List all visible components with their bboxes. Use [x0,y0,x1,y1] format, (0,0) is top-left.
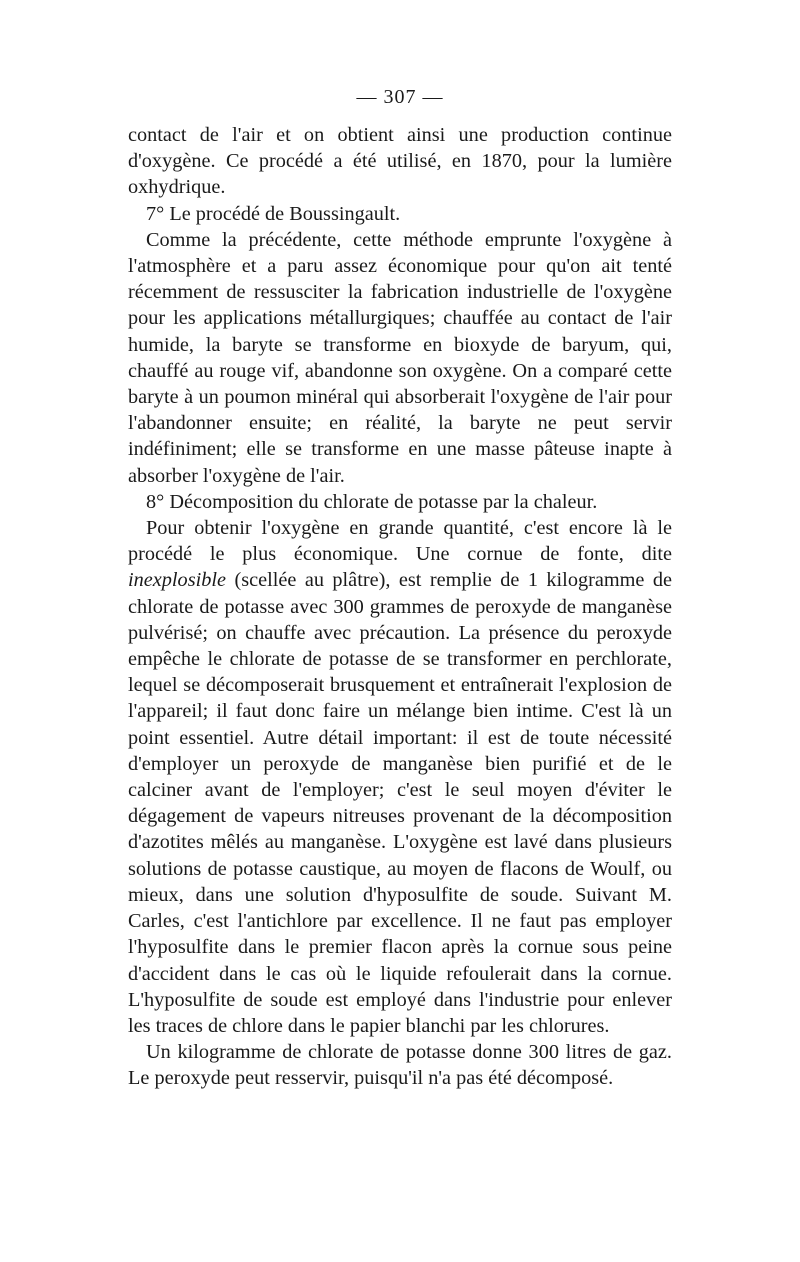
italic-term: inexplosible [128,569,226,592]
section-heading-8: 8° Décomposition du chlorate de potasse par la chaleur. [146,490,598,513]
page-number: — 307 — [356,86,444,108]
book-page [128,84,672,1092]
paragraph-boussingault: Comme la précédente, cette méthode emprunte l'oxygène à l'atmosphère et a paru assez économique pour qu'on ait tenté récemment de ressusciter la fabrication industrielle de l'oxygène pour les applications métallurgiques; chauffée au contact de l'air humide, la baryte se transforme en bioxyde de baryum, qui, chauffé au rouge vif, abandonne son oxygène. On a comparé cette baryte à un poumon minéral qui absorberait l'oxygène de l'air pour l'abandonner ensuite; en réalité, la baryte ne peut servir indéfiniment; elle se transforme en une masse pâteuse inapte à absorber l'oxygène de l'air. [128,228,672,487]
paragraph-continuation: contact de l'air et on obtient ainsi une production continue d'oxygène. Ce procédé a été utilisé, en 1870, pour la lumière oxhydrique. [128,124,672,199]
paragraph-chlorate-part-2: (scellée au plâtre), est remplie de 1 kilogramme de chlorate de potasse avec 300 grammes de peroxyde de manganèse pulvérisé; on chauffe avec précaution. La présence du peroxyde empêche le chlorate de potasse de se transformer en perchlorate, lequel se décomposerait brusquement et entraînerait l'explosion de l'appareil; il faut donc faire un mélange bien intime. C'est là un point essentiel. Autre détail important: il est de toute nécessité d'employer un peroxyde de manganèse bien purifié et de le calciner avant de l'employer; c'est le seul moyen d'éviter le dégagement de vapeurs nitreuses provenant de la décomposition d'azotites mêlés au manganèse. L'oxygène est lavé dans plusieurs solutions de potasse caustique, au moyen de flacons de Woulf, ou mieux, dans une solution d'hyposulfite de soude. Suivant M. Carles, c'est l'antichlore par excellence. Il ne faut pas employer l'hyposulfite dans le premier flacon après la cornue sous peine d'accident dans le cas où le liquide refoulerait dans la cornue. L'hyposulfite de soude est employé dans l'industrie pour enlever les traces de chlore dans le papier blanchi par les chlorures. [128,569,672,1037]
paragraph-chlorate-part-1: Pour obtenir l'oxygène en grande quantité, c'est encore là le procédé le plus économique. Une cornue de fonte, dite [128,517,672,566]
paragraph-chlorate [128,515,672,1039]
paragraph-yield: Un kilogramme de chlorate de potasse donne 300 litres de gaz. Le peroxyde peut resservir, puisqu'il n'a pas été décomposé. [128,1041,672,1090]
section-heading-7: 7° Le procédé de Boussingault. [146,202,401,225]
